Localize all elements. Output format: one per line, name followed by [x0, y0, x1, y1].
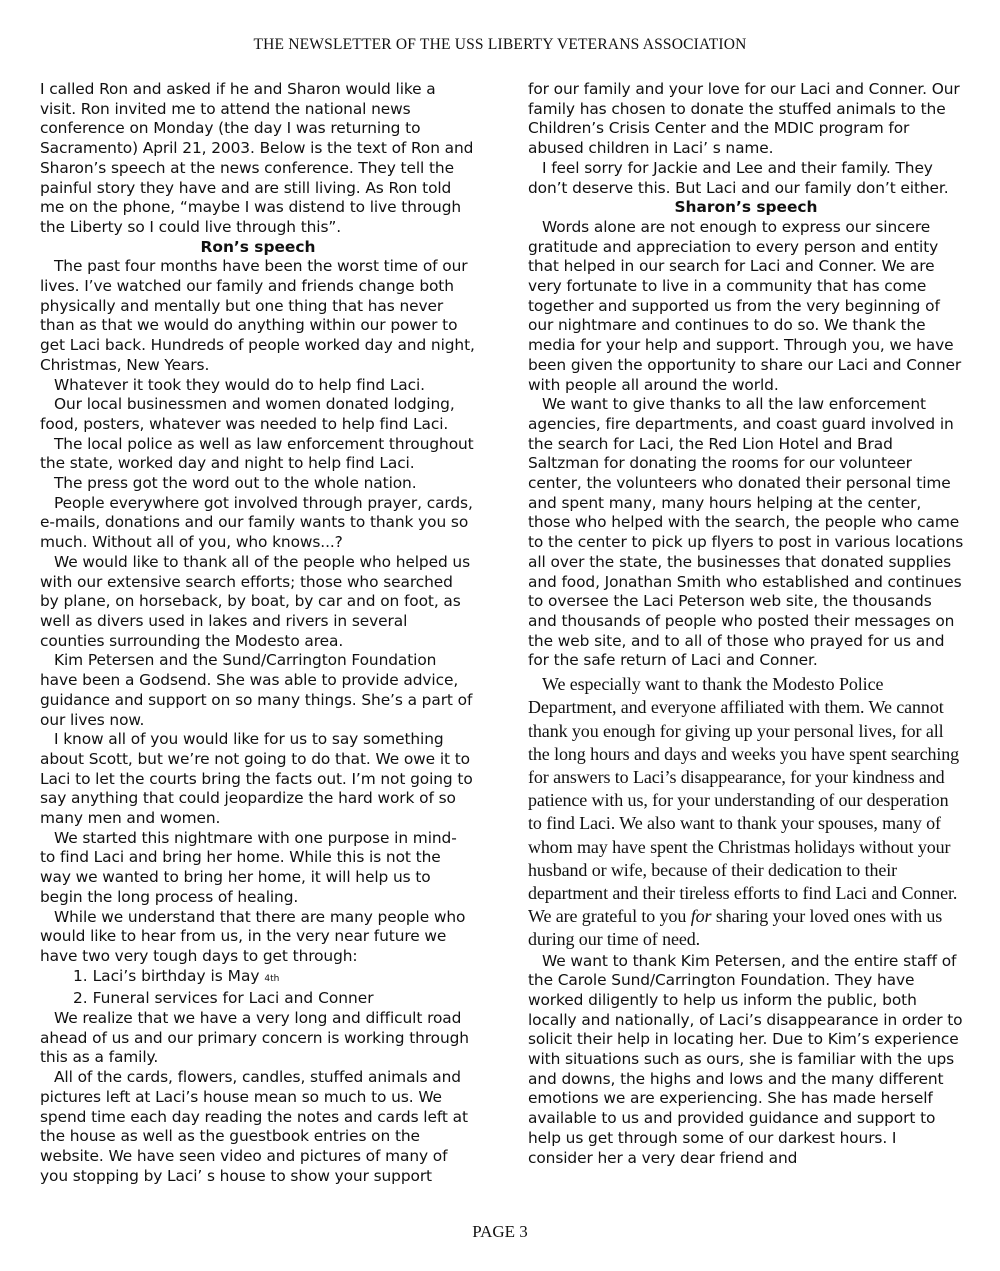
newsletter-title: THE NEWSLETTER OF THE USS LIBERTY VETERANS ASSOCIATION — [253, 36, 747, 53]
paragraph: People everywhere got involved through prayer, cards, e-mails, donations and our family wants to thank you so much. Without all of you, who knows...? — [40, 493, 473, 552]
list-item-text: 1. Laci’s birthday is May — [73, 966, 260, 985]
paragraph: I know all of you would like for us to say something about Scott, but we’re not going to do that. We owe it to Laci to let the courts bring the facts out. I’m not going to say anything that could jeopardize the hard work of so many men and women. — [40, 730, 473, 828]
paragraph: I feel sorry for Jackie and Lee and their family. They don’t deserve this. But Laci and our family don’t either. — [528, 158, 949, 197]
paragraph: Our local businessmen and women donated lodging, food, posters, whatever was needed to help find Laci. — [40, 395, 455, 433]
paragraph: We want to thank Kim Petersen, and the entire staff of the Carole Sund/Carrington Foundation. They have worked diligently to help us inform the public, both locally and nationally, of Laci’s disappearance in order to solicit their help in locating her. Due to Kim’s experience with situations such as ours, she is familiar with the ups and downs, the highs and lows and the many different emotions we are experiencing. She has made herself available to us and provided guidance and support to help us get through some of our darkest hours. I consider her a very dear friend and — [528, 951, 963, 1167]
paragraph: We realize that we have a very long and difficult road ahead of us and our primary concern is working through this as a family. — [40, 1009, 469, 1067]
list-item — [40, 967, 476, 990]
paragraph: for our family and your love for our Laci and Conner. Our family has chosen to donate the stuffed animals to the Children’s Crisis Center and the MDIC program for abused children in Laci’ s name. — [528, 80, 960, 158]
paragraph: The past four months have been the worst time of our lives. I’ve watched our family and friends change both physically and mentally but one thing that has never than as that we would do anything within our power to get Laci back. Hundreds of people worked day and night, Christmas, New Years. — [40, 257, 475, 374]
paragraph: The press got the word out to the whole nation. — [54, 474, 417, 493]
paragraph: We started this nightmare with one purpose in mind- to find Laci and bring her home. While this is not the way we wanted to bring her home, it will help us to begin the long process of healing. — [40, 828, 457, 906]
paragraph: Kim Petersen and the Sund/Carrington Foundation have been a Godsend. She was able to provide advice, guidance and support on so many things. She’s a part of our lives now. — [40, 651, 473, 729]
paragraph: Words alone are not enough to express our sincere gratitude and appreciation to every person and entity that helped in our search for Laci and Conner. We are very fortunate to live in a community that has come together and supported us from the very beginning of our nightmare and continues to do so. We thank the media for your help and support. Through you, we have been given the opportunity to share our Laci and Conner with people all around the world. — [528, 217, 962, 394]
paragraph: All of the cards, flowers, candles, stuffed animals and pictures left at Laci’s house mean so much to us. We spend time each day reading the notes and cards left at the house as well as the guestbook entries on the website. We have seen video and pictures of many of you stopping by Laci’ s house to show your support — [40, 1068, 468, 1185]
paragraph: We want to give thanks to all the law enforcement agencies, fire departments, and coast guard involved in the search for Laci, the Red Lion Hotel and Brad Saltzman for donating the rooms for our volunteer center, the volunteers who donated their personal time and spent many, many hours helping at the center, those who helped with the search, the people who came to the center to pick up flyers to post in various locations all over the state, the businesses that donated supplies and food, Jonathan Smith who established and continues to oversee the Laci Peterson web site, the thousands and thousands of people who posted their messages on the web site, and to all of those who prayed for us and for the safe return of Laci and Conner. — [528, 395, 964, 670]
paragraph: We would like to thank all of the people who helped us with our extensive search efforts; those who searched by plane, on horseback, by boat, by car and on foot, as well as divers used in lakes and rivers in several counties surrounding the Modesto area. — [40, 552, 471, 650]
sharons-speech-heading: Sharon’s speech — [674, 198, 818, 217]
italic-word: for — [690, 906, 712, 927]
left-column — [40, 80, 476, 1186]
list-item: 2. Funeral services for Laci and Conner — [73, 989, 374, 1008]
serif-text: We especially want to thank the Modesto Police Department, and everyone affiliated with them. We cannot thank you enough for giving up your personal lives, for all the long hours and days and weeks you have spent searching for answers to Laci’s disappearance, for your kindness and patience with us, for your understanding of our desperation to find Laci. We also want to thank your spouses, many of whom may have spent the Christmas holidays without your husband or wife, because of their dedication to their department and their tireless efforts to find Laci and Conner. We are grateful to you — [528, 674, 960, 927]
page-number: PAGE 3 — [472, 1222, 528, 1241]
paragraph: While we understand that there are many people who would like to hear from us, in the very near future we have two very tough days to get through: — [40, 907, 466, 965]
right-column — [528, 80, 964, 1168]
paragraph: Whatever it took they would do to help find Laci. — [54, 375, 425, 394]
paragraph: The local police as well as law enforcement throughout the state, worked day and night to help find Laci. — [40, 434, 474, 473]
serif-text: sharing your loved ones with us during our time of need. — [528, 906, 943, 950]
rons-speech-heading: Ron’s speech — [200, 237, 316, 256]
ordinal-suffix: 4th — [264, 973, 280, 984]
intro-paragraph: I called Ron and asked if he and Sharon would like a visit. Ron invited me to attend the national news conference on Monday (the day I was returning to Sacramento) April 21, 2003. Below is the text of Ron and Sharon’s speech at the news conference. They tell the painful story they have and are still living. As Ron told me on the phone, “maybe I was distend to live through the Liberty so I could live through this”. — [40, 80, 474, 236]
serif-paragraph — [528, 673, 964, 951]
